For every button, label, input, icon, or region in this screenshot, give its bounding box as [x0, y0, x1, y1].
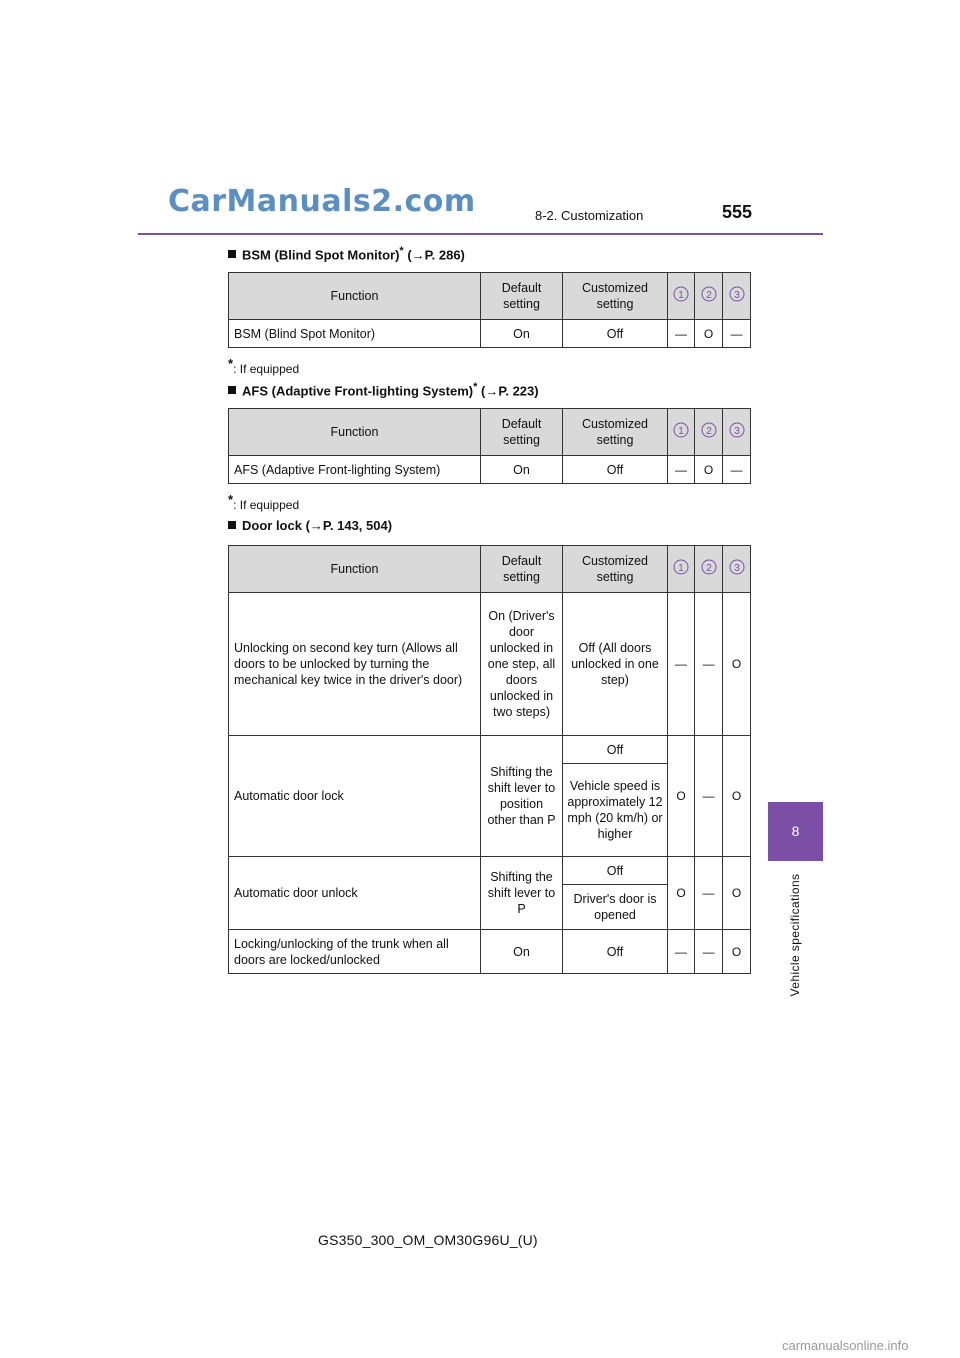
- watermark-footer: carmanualsonline.info: [782, 1338, 909, 1353]
- table-row: BSM (Blind Spot Monitor) On Off — O —: [229, 320, 751, 348]
- header-customized: Customized setting: [563, 273, 668, 320]
- chapter-tab[interactable]: 8: [768, 802, 823, 861]
- header-function: Function: [229, 409, 481, 456]
- bullet-square-icon: [228, 250, 236, 258]
- table-row: Vehicle speed is approximately 12 mph (20 km/h) or higher: [229, 764, 751, 857]
- svg-text:3: 3: [733, 563, 740, 574]
- header-default: Default setting: [481, 546, 563, 593]
- afs-footnote: *: If equipped: [228, 492, 300, 512]
- table-header-row: [229, 546, 751, 593]
- table-row: Unlocking on second key turn (Allows all doors to be unlocked by turning the mechanical key twice in the driver's door) On (Driver's door unlocked in one step, all doors unlocked in two steps) Off (All doors unlocked in one step) — — O: [229, 593, 751, 736]
- asterisk: *: [399, 245, 404, 257]
- svg-text:3: 3: [733, 426, 740, 437]
- circled-1-icon: [668, 273, 695, 320]
- bullet-square-icon: [228, 521, 236, 529]
- table-row: Automatic door unlock Shifting the shift lever to P Off O — O: [229, 857, 751, 885]
- table-row: AFS (Adaptive Front-lighting System) On Off — O —: [229, 456, 751, 484]
- asterisk: *: [473, 381, 478, 393]
- header-default: Default setting: [481, 409, 563, 456]
- circled-2-icon: [695, 409, 723, 456]
- bullet-square-icon: [228, 386, 236, 394]
- header-customized: Customized setting: [563, 409, 668, 456]
- afs-heading: AFS (Adaptive Front-lighting System)* (→P. 223): [228, 381, 539, 398]
- page-reference: (→P. 223): [477, 383, 539, 399]
- chapter-label: Vehicle specifications: [788, 873, 802, 997]
- section-header: 8-2. Customization: [535, 208, 644, 223]
- document-code: GS350_300_OM_OM30G96U_(U): [318, 1232, 538, 1248]
- svg-text:2: 2: [705, 563, 712, 574]
- bsm-table: [228, 272, 751, 348]
- table-row: Automatic door lock Shifting the shift lever to position other than P Off O — O: [229, 736, 751, 764]
- bsm-footnote: *: If equipped: [228, 356, 300, 376]
- bsm-heading: BSM (Blind Spot Monitor)* (→P. 286): [228, 245, 465, 262]
- circled-3-icon: [723, 409, 751, 456]
- door-lock-heading: Door lock (→P. 143, 504): [228, 518, 392, 533]
- svg-text:1: 1: [678, 426, 684, 437]
- watermark-logo: CarManuals2.com: [168, 184, 476, 219]
- afs-table: [228, 408, 751, 484]
- circled-1-icon: [668, 409, 695, 456]
- header-customized: Customized setting: [563, 546, 668, 593]
- svg-text:1: 1: [678, 290, 684, 301]
- circled-2-icon: [695, 273, 723, 320]
- svg-text:1: 1: [678, 563, 684, 574]
- svg-text:3: 3: [733, 290, 740, 301]
- door-lock-table: [228, 545, 751, 974]
- header-default: Default setting: [481, 273, 563, 320]
- circled-3-icon: [723, 546, 751, 593]
- circled-3-icon: [723, 273, 751, 320]
- table-row: Locking/unlocking of the trunk when all doors are locked/unlocked On Off — — O: [229, 930, 751, 974]
- circled-2-icon: [695, 546, 723, 593]
- svg-text:2: 2: [705, 290, 712, 301]
- header-rule: [138, 233, 823, 235]
- page-reference: (→P. 286): [403, 247, 465, 263]
- table-row: Driver's door is opened: [229, 885, 751, 930]
- page-number: 555: [722, 202, 753, 222]
- header-function: Function: [229, 273, 481, 320]
- header-function: Function: [229, 546, 481, 593]
- table-header-row: [229, 273, 751, 320]
- svg-text:2: 2: [705, 426, 712, 437]
- table-header-row: [229, 409, 751, 456]
- circled-1-icon: [668, 546, 695, 593]
